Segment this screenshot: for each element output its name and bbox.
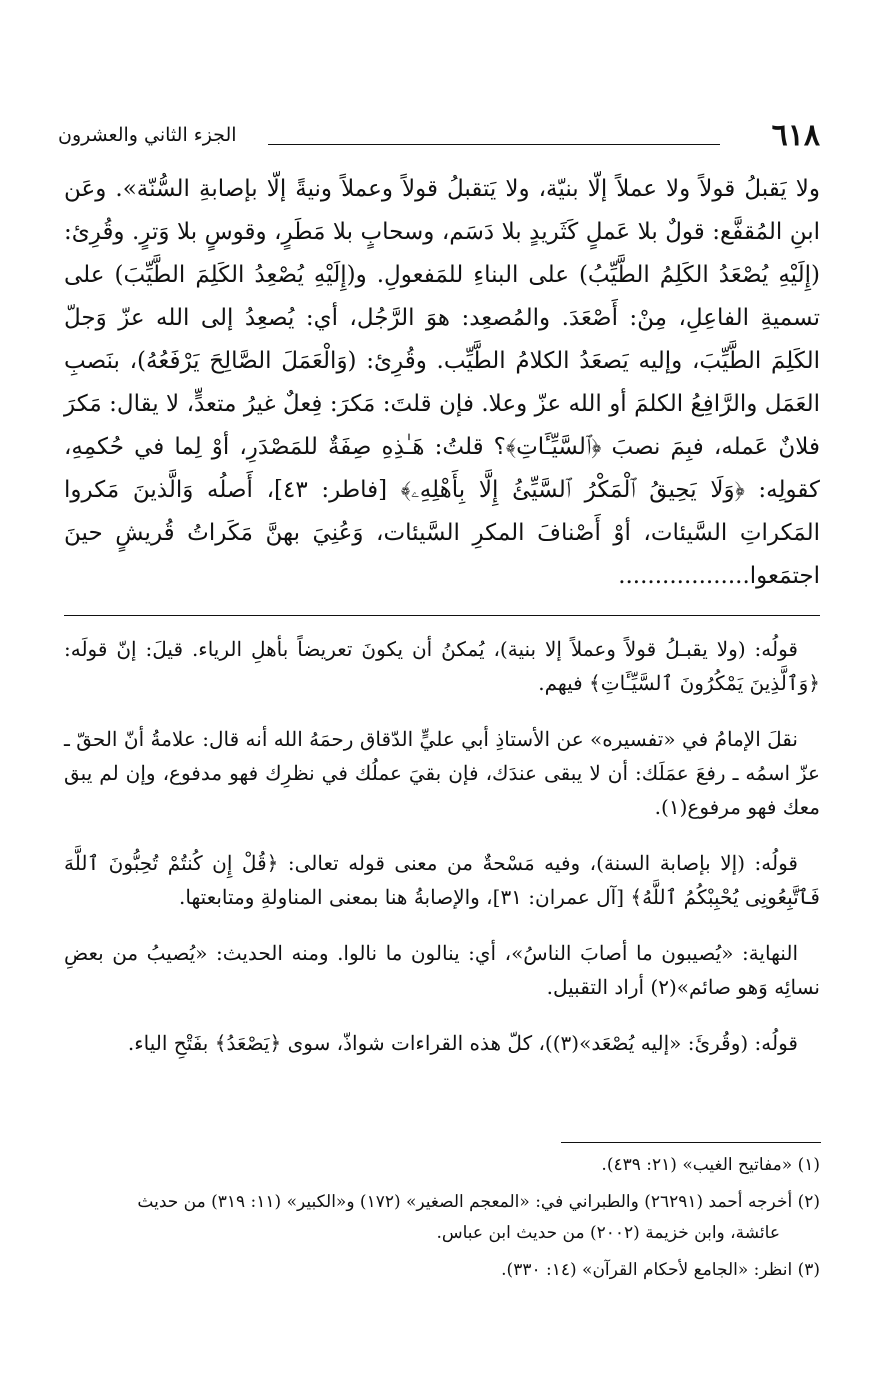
main-text [64, 168, 820, 598]
footnotes [64, 1150, 820, 1292]
footnote: (٢) أخرجه أحمد (٢٦٢٩١) والطبراني في: «المعجم الصغير» (١٧٢) و«الكبير» (١١: ٣١٩) من حديث [137, 1192, 820, 1212]
footnote-rule [561, 1142, 821, 1143]
commentary-paragraph: النهاية: «يُصيبون ما أصابَ الناسُ»، أي: ينالون ما نالوا. ومنه الحديث: «يُصيبُ من بعضِ نسائِه وَهو صائم»(٢) أراد التقبيل. [64, 941, 820, 999]
commentary-paragraph: قولُه: (ولا يقبـلُ قولاً وعملاً إلا بنية)، يُمكنُ أن يكونَ تعريضاً بأهلِ الرياء. قيلَ: إنّ قولَه: ﴿وَٱلَّذِينَ يَمْكُرُونَ ٱلسَّيِّـَٔاتِ﴾ فيهم. [64, 637, 820, 695]
main-paragraph: ولا يَقبلُ قولاً ولا عملاً إلّا بنيّة، ولا يَتقبلُ قولاً وعملاً ونيةً إلّا بإصابةِ السُّنّة». وعَن ابنِ المُقفَّع: قولٌ بلا عَملٍ كَثَريدٍ بلا دَسَم، وسحابٍ بلا مَطَرٍ، وقوسٍ بلا وَترٍ. وقُرِئ: (إِلَيْهِ يُصْعَدُ الكَلِمُ الطَّيِّبُ) على البناءِ للمَفعولِ. و(إِلَيْهِ يُصْعِدُ الكَلِمَ الطَّيِّبَ) على تسميةِ الفاعِلِ، مِنْ: أَصْعَدَ. والمُصعِد: هوَ الرَّجُل، أي: يُصعِدُ إلى الله عزّ وَجلّ الكَلِمَ الطَّيِّبَ، وإليه يَصعَدُ الكلامُ الطَّيِّب. وقُرِئ: (وَالْعَمَلَ الصَّالِحَ يَرْفَعُهُ)، بنَصبِ العَمَل والرَّافِعُ الكلمَ أو الله عزّ وعلا. فإن قلتَ: مَكرَ: فِعلٌ غيرُ متعدٍّ، لا يقال: مَكرَ فلانٌ عَمله، فبِمَ نصبَ ﴿ٱلسَّيِّـَٔاتِ﴾؟ قلتُ: هَـٰذِهِ صِفَةٌ للمَصْدَرِ، أوْ لِما في حُكمِهِ، كقولِه: ﴿وَلَا يَحِيقُ ٱلْمَكْرُ ٱلسَّيِّئُ إِلَّا بِأَهْلِهِۦ﴾ [فاطر: ٤٣]، أَصلُه وَالَّذينَ مَكروا المَكراتِ السَّيئات، أوْ أَصْنافَ المكرِ السَّيئات، وَعُنِيَ بهنَّ مَكَراتُ قُريشٍ حينَ اجتمَعوا.................. [64, 176, 820, 589]
commentary-paragraph: نقلَ الإمامُ في «تفسيره» عن الأستاذِ أبي عليٍّ الدّقاق رحمَهُ الله أنه قال: علامةُ أنّ الحقّ ـ عزّ اسمُه ـ رفعَ عمَلَك: أن لا يبقى عندَك، فإن بقيَ عملُك في نظرِك فهو مدفوع، وإن لم يبق معك فهو مرفوع(١). [64, 727, 820, 819]
commentary-paragraph: قولُه: (وقُرئَ: «إليه يُصْعَد»(٣))، كلّ هذه القراءات شواذّ، سوى ﴿يَصْعَدُ﴾ بفَتْحِ الياء. [127, 1031, 798, 1055]
footnote: (٣) انظر: «الجامع لأحكام القرآن» (١٤: ٣٣٠). [501, 1260, 820, 1280]
header-rule [268, 144, 720, 145]
page-number: ٦١٨ [771, 118, 820, 153]
page-header [58, 118, 820, 158]
commentary [64, 632, 820, 1082]
footnote: (١) «مفاتيح الغيب» (٢١: ٤٣٩). [601, 1155, 820, 1175]
section-divider [64, 615, 820, 616]
footnote-continuation: عائشة، وابن خزيمة (٢٠٠٢) من حديث ابن عباس. [436, 1223, 780, 1243]
running-title: الجزء الثاني والعشرون [58, 124, 237, 146]
commentary-paragraph: قولُه: (إلا بإصابة السنة)، وفيه مَسْحةٌ من معنى قوله تعالى: ﴿قُلْ إِن كُنتُمْ تُحِبُّونَ ٱللَّهَ فَٱتَّبِعُونِى يُحْبِبْكُمُ ٱللَّهُ﴾ [آل عمران: ٣١]، والإصابةُ هنا بمعنى المناولةِ ومتابعتها. [64, 851, 820, 909]
